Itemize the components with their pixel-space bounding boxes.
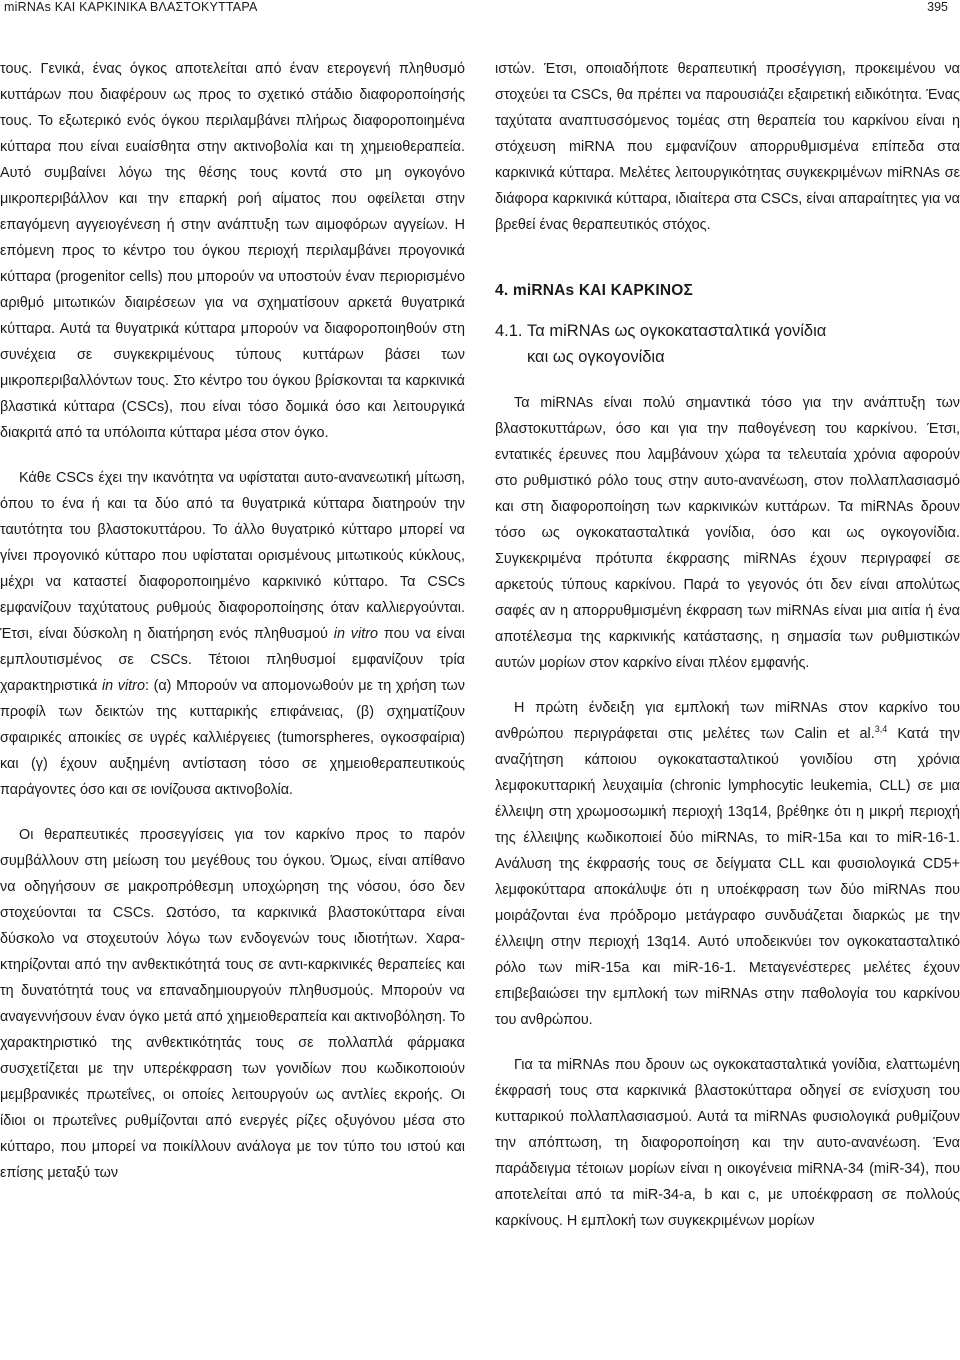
- subsection-title-line: Τα miRNAs ως ογκοκατασταλτικά γονίδια: [527, 322, 827, 340]
- subsection-heading: [495, 318, 960, 370]
- italic-term: in vitro: [333, 626, 378, 642]
- running-title: miRNAs ΚΑΙ ΚΑΡΚΙΝΙΚΑ ΒΛΑΣΤΟΚΥΤΤΑΡΑ: [4, 0, 258, 14]
- subsection-number: 4.1.: [495, 322, 523, 340]
- paragraph-text: Η πρώτη ένδειξη για εμπλοκή των miRNAs στον καρκίνο του ανθρώπου περιγράφεται στις μελέτες των Calin et al.: [495, 700, 960, 742]
- paragraph: Οι θεραπευτικές προσεγγίσεις για τον καρκίνο προς το παρόν συμβάλλουν στη μείωση του μεγέθους του όγκου. Όμως, είναι απίθανο να οδηγήσουν σε μακροπρόθεσμη υποχώρηση της νόσου, όσο δεν στοχεύονται τα CSCs. Ωστόσο, τα καρκινικά βλαστοκύτταρα είναι δύσκολο να στοχευτούν λόγω των ενδογενών τους ιδιοτήτων. Χαρακτηρίζονται από την ανθεκτικότητά τους σε αντι-καρκινικές θεραπείες και τη δυνατότητά τους να επαναδημιουργούν πληθυσμούς. Μπορούν να αναγεννήσουν έναν όγκο μετά από χημειοθεραπεία και ακτινοβόληση. Το χαρακτηριστικό της ανθεκτικότητάς τους σε πολλαπλά φάρμακα συσχετίζεται με την υπερέκφραση των γονιδίων που κωδικοποιούν μεμβρανικές πρωτεΐνες, οι οποίες λειτουργούν ως αντλίες εκροής. Οι ίδιοι οι πρωτεΐνες ρυθμίζονται από ενεργές ρίζες οξυγόνου μέσα στο κύτταρο, που μπορεί να ποικίλλουν ανάλογα με τον τύπο του ιστού και επίσης μεταξύ των: [0, 827, 465, 1181]
- paragraph-text: Κάθε CSCs έχει την ικανότητα να υφίσταται αυτο-ανανεωτική μίτωση, όπου το ένα ή και τα δύο από τα θυγατρικά κύτταρα διατηρούν την ταυτότητα του βλαστοκυττάρου. Το άλλο θυγατρικό κύτταρο μπορεί να γίνει προγονικό κύτταρο που υφίσταται ορισμένους μιτωτικούς κύκλους, μέχρι να καταστεί διαφοροποιημένο καρκινικό κύτταρο. Τα CSCs εμφανίζουν ταχύτατους ρυθμούς διαφοροποίησης όταν καλλιεργούνται. Έτσι, είναι δύσκολη η διατήρηση ενός πληθυσμού: [0, 470, 465, 642]
- paragraph: Για τα miRNAs που δρουν ως ογκοκατασταλτικά γονίδια, ελαττωμένη έκφρασή τους στα καρκινικά βλαστοκύτταρα οδηγεί σε ενίσχυση του κυτταρικού πολλαπλασιασμού. Αυτά τα miRNAs φυσιολογικά ρυθμίζουν την απόπτωση, τη διαφοροποίηση και την αυτο-ανανέωση. Ένα παράδειγμα τέτοιων μορίων είναι η οικογένεια miRNA-34 (miR-34), που αποτελείται από τα miR-34-a, b και c, με υποέκφραση σε πολλούς καρκίνους. Η εμπλοκή των συγκεκριμένων μορίων: [495, 1057, 960, 1229]
- paragraph: τους. Γενικά, ένας όγκος αποτελείται από έναν ετερογενή πληθυσμό κυττάρων που διαφέρουν ως προς το σχετικό στάδιο διαφοροποίησής τους. Το εξωτερικό ενός όγκου περιλαμβάνει πλήρως διαφοροποιημένα κύτταρα που είναι ευαίσθητα στην ακτινοβολία και τη χημειοθεραπεία. Αυτό συμβαίνει λόγω της θέσης τους κοντά στο μη ογκογόνο μικροπεριβάλλον και την επαρκή ροή αίματος που οφείλεται στην επαγόμενη αγγειογένεση ή στην ανάπτυξη των αιμοφόρων αγγείων. Η επόμενη προς το κέντρο του όγκου περιοχή περιλαμβάνει προγονικά κύτταρα (progenitor cells) που μπορούν να υποστούν έναν περιορισμένο αριθμό μιτωτικών διαιρέσεων για να σχηματίσουν αρκετά θυγατρικά κύτταρα. Αυτά τα θυγατρικά κύτταρα μπορούν να διαφοροποιηθούν στη συνέχεια σε συγκεκριμένους τύπους κυττάρων βάσει των μικροπεριβαλλόντων τους. Στο κέντρο του όγκου βρίσκονται τα καρκινικά βλαστικά κύτταρα (CSCs), που είναι τόσο δομικά όσο και λειτουργικά διακριτά από τα υπόλοιπα κύτταρα μέσα στον όγκο.: [0, 61, 465, 441]
- running-header: [0, 0, 960, 26]
- right-column: [495, 56, 960, 1234]
- section-heading: 4. miRNAs ΚΑΙ ΚΑΡΚΙΝΟΣ: [495, 282, 694, 299]
- left-column: [0, 56, 465, 1186]
- paragraph: [495, 695, 960, 1033]
- paragraph: ιστών. Έτσι, οποιαδήποτε θεραπευτική προσέγγιση, προκειμένου να στοχεύει τα CSCs, θα πρέπει να παρουσιάζει εξαιρετική ειδικότητα. Ένας ταχύτατα αναπτυσσόμενος τομέας στη θεραπεία του καρκίνου είναι η στόχευση miRNA που εμφανίζουν απορρυθμισμένα επίπεδα στα καρκινικά κύτταρα. Μελέτες λειτουργικότητας συγκεκριμένων miRNAs σε διάφορα καρκινικά κύτταρα, ιδιαίτερα στα CSCs, είναι απαραίτητες για να βρεθεί ένας θεραπευτικός στόχος.: [495, 61, 960, 233]
- paragraph-text: που να είναι εμπλουτισμένος σε CSCs. Τέτοιοι πληθυσμοί εμφανίζουν τρία χαρακτηριστικά: [0, 626, 465, 694]
- italic-term: in vitro: [101, 678, 145, 694]
- paragraph: Τα miRNAs είναι πολύ σημαντικά τόσο για την ανάπτυξη των βλαστοκυττάρων, όσο και για την παθογένεση του καρκίνου. Έτσι, εντατικές έρευνες που λαμβάνουν χώρα τα τελευταία χρόνια αφορούν στο ρυθμιστικό ρόλο τους στην αυτο-ανανέωση, στον πολλαπλασιασμό και στη διαφοροποίηση των καρκινικών κυττάρων. Τα miRNAs δρουν τόσο ως ογκοκατασταλτικά γονίδια, όσο και ως ογκογονίδια. Συγκεκριμένα πρότυπα έκφρασης miRNAs έχουν περιγραφεί σε αρκετούς τύπους καρκίνου. Παρά το γεγονός ότι δεν είναι απολύτως σαφές αν η απορρυθμισμένη έκφραση των miRNAs είναι μια αιτία ή ένα αποτέλεσμα της καρκινικής κατάστασης, η σημασία των ρυθμιστικών αυτών μορίων στον καρκίνο είναι πλέον εμφανής.: [495, 395, 960, 671]
- paragraph-text: : (α) Μπορούν να απομονωθούν με τη χρήση των προφίλ των δεικτών της κυτταρικής επιφάνειας, (β) σχηματίζουν σφαιρικές αποικίες σε υγρές καλλιέργειες (tumorspheres, ογκοσφαίρια) και (γ) έχουν αυξημένη αντίσταση τόσο σε χημειοθεραπευτικούς παράγοντες όσο και σε ιονίζουσα ακτινοβολία.: [0, 678, 465, 798]
- paragraph: [0, 465, 465, 803]
- subsection-title: [527, 318, 960, 370]
- citation-reference: 3,4: [874, 724, 888, 735]
- paragraph-text: Κατά την αναζήτηση κάποιου ογκοκατασταλτικού γονιδίου στη χρόνια λεμφοκυτταρική λευχαιμία (chronic lymphocytic leukemia, CLL) σε μια έλλειψη στη χρωμοσωμική περιοχή 13q14, βρέθηκε ότι η μικρή περιοχή της έλλειψης κωδικοποιεί δύο miRNAs, το miR-15a και το miR-16-1. Ανάλυση της έκφρασής τους σε δείγματα CLL και φυσιολογικά CD5+ λεμφοκύτταρα αποκάλυψε ότι η υποέκφραση των δύο miRNAs που μοιράζονται ένα πρόδρομο μετάγραφο συνδυάζεται διαρκώς με την έλλειψη στην περιοχή 13q14. Αυτό υποδεικνύει τον ογκοκατασταλτικό ρόλο των miR-15a και miR-16-1. Μεταγενέστερες μελέτες έχουν επιβεβαιώσει την εμπλοκή των miRNAs στην παθολογία του καρκίνου του ανθρώπου.: [495, 726, 960, 1028]
- page-number: 395: [927, 0, 948, 14]
- subsection-title-line: και ως ογκογονίδια: [527, 348, 665, 366]
